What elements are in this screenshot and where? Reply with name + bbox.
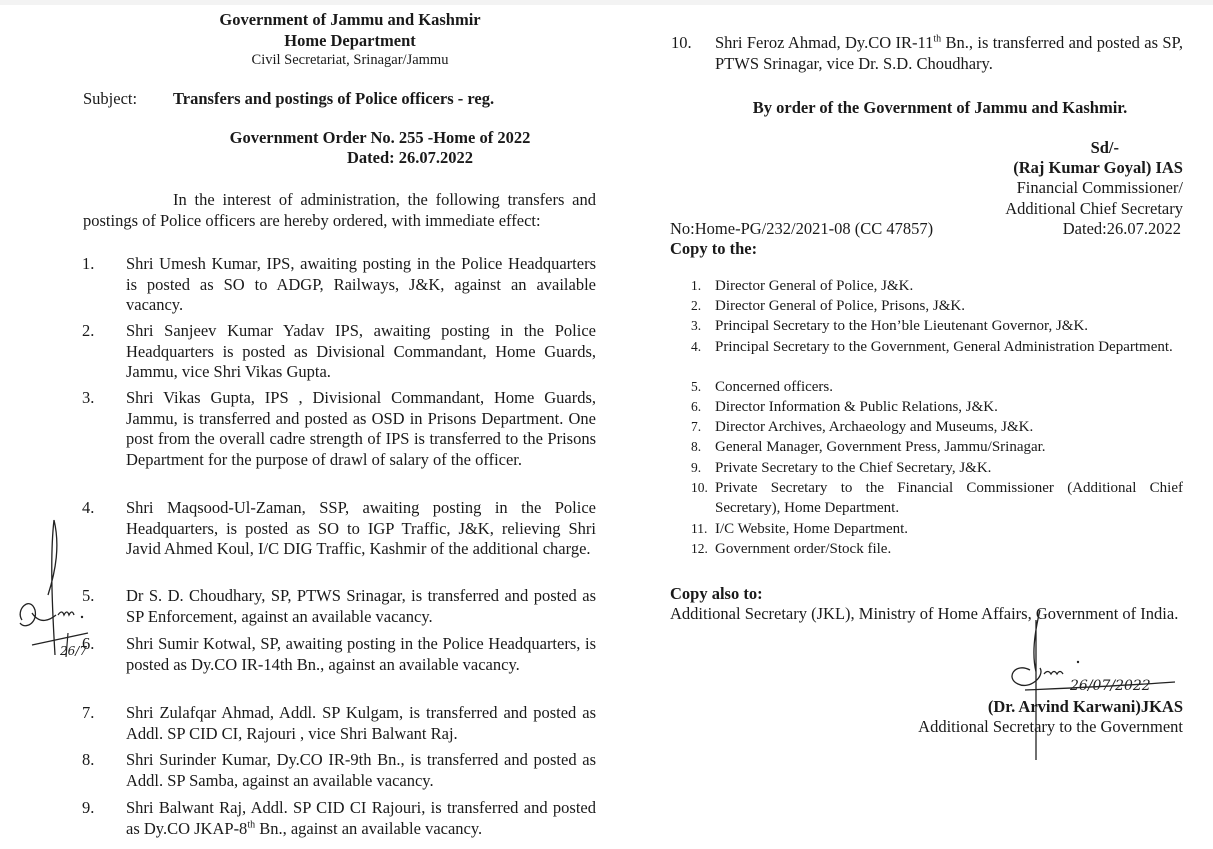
superscript: th — [247, 819, 256, 830]
order-item — [82, 321, 596, 383]
order-item — [82, 586, 596, 627]
scan-top-edge — [0, 0, 1213, 5]
header-department: Home Department — [284, 31, 416, 50]
copy-to-item-text: Private Secretary to the Financial Commissioner (Additional Chief Secretary), Home Department. — [715, 480, 1183, 517]
order-number: Government Order No. 255 -Home of 2022 — [229, 128, 531, 147]
copy-to-item-number: 2. — [691, 298, 702, 313]
order-item-number: 1. — [82, 254, 95, 273]
copy-to-item — [691, 539, 1183, 559]
copy-to-item-text: Director General of Police, J&K. — [715, 278, 914, 294]
order-item — [82, 634, 596, 675]
order-item — [82, 498, 596, 560]
copy-to-item-number: 7. — [691, 419, 702, 434]
order-item-text-part: Bn., is transferred and posted as SP, PTWS Srinagar, vice Dr. S.D. Choudhary. — [715, 33, 1184, 73]
order-item — [82, 254, 596, 316]
copy-to-item-number: 11. — [691, 521, 708, 536]
order-item-number: 6. — [82, 634, 95, 653]
margin-initials-date: 26/7 — [60, 644, 87, 658]
margin-initials-signature — [10, 515, 100, 660]
subject-text: Transfers and postings of Police officers - reg. — [173, 89, 495, 108]
reference-number: No:Home-PG/232/2021-08 (CC 47857) — [670, 219, 934, 238]
superscript: th — [933, 33, 942, 45]
copy-to-item-text: General Manager, Government Press, Jammu/Srinagar. — [715, 439, 1046, 455]
copy-to-item-number: 5. — [691, 379, 702, 394]
order-item-text: Shri Sanjeev Kumar Yadav IPS, awaiting posting in the Police Headquarters is posted as Divisional Commandant, Home Guards, Jammu, vice Shri Vikas Gupta. — [126, 321, 596, 381]
order-item-text: Shri Vikas Gupta, IPS , Divisional Commandant, Home Guards, Jammu, is transferred and posted as OSD in Prisons Department. One post from the overall cadre strength of IPS is transferred to the Prisons Department for the purpose of drawl of salary of the officer. — [126, 388, 596, 469]
order-item — [82, 388, 596, 470]
order-item — [82, 703, 596, 744]
signatory-name: (Raj Kumar Goyal) IAS — [1013, 158, 1183, 177]
second-signatory-name: (Dr. Arvind Karwani)JKAS — [987, 697, 1183, 716]
copy-to-item-text: Government order/Stock file. — [715, 541, 892, 557]
copy-to-item-number: 1. — [691, 278, 702, 293]
order-item — [671, 33, 1183, 74]
copy-to-item — [691, 316, 1183, 336]
copy-to-item-text: Director General of Police, Prisons, J&K. — [715, 298, 965, 314]
copy-to-item-number: 3. — [691, 318, 702, 333]
copy-to-item — [691, 417, 1183, 437]
order-item — [82, 798, 596, 839]
copy-to-item-number: 9. — [691, 460, 702, 475]
copy-to-item — [691, 519, 1183, 539]
order-item-number: 2. — [82, 321, 95, 340]
signatory-designation-2: Additional Chief Secretary — [1005, 199, 1183, 218]
signature-date: 26/07/2022 — [1070, 678, 1151, 694]
copy-to-item-number: 4. — [691, 339, 702, 354]
order-item — [82, 750, 596, 791]
order-item-number: 4. — [82, 498, 95, 517]
order-item-number: 9. — [82, 798, 95, 817]
signatory-sd: Sd/- — [1090, 138, 1119, 157]
copy-to-item-text: Principal Secretary to the Government, General Administration Department. — [715, 339, 1173, 355]
signatory-dated: Dated:26.07.2022 — [1062, 219, 1181, 238]
order-item-text — [126, 798, 596, 839]
order-item-number: 7. — [82, 703, 95, 722]
order-item-number: 3. — [82, 388, 95, 407]
copy-to-item-number: 8. — [691, 439, 702, 454]
order-item-text-part: Bn., against an available vacancy. — [255, 818, 483, 838]
copy-to-item-number: 12. — [691, 541, 708, 556]
order-item-text: Shri Sumir Kotwal, SP, awaiting posting in the Police Headquarters, is posted as Dy.CO IR-14th Bn., against an available vacancy. — [126, 634, 596, 674]
copy-to-item — [691, 296, 1183, 316]
copy-to-item — [691, 437, 1183, 457]
order-dated: Dated: 26.07.2022 — [346, 148, 474, 167]
copy-to-item — [691, 377, 1183, 397]
order-item-text: Shri Umesh Kumar, IPS, awaiting posting in the Police Headquarters is posted as SO to ADGP, Railways, J&K, against an available vacancy. — [126, 254, 596, 314]
copy-to-item-text: Private Secretary to the Chief Secretary, J&K. — [715, 460, 992, 476]
copy-to-item-text: I/C Website, Home Department. — [715, 521, 909, 537]
by-order-line: By order of the Government of Jammu and Kashmir. — [752, 98, 1128, 117]
order-item-number: 8. — [82, 750, 95, 769]
order-item-number: 5. — [82, 586, 95, 605]
order-item-text: Shri Surinder Kumar, Dy.CO IR-9th Bn., is transferred and posted as Addl. SP Samba, against an available vacancy. — [126, 750, 596, 790]
subject-label: Subject: — [83, 89, 138, 108]
header-government: Government of Jammu and Kashmir — [219, 10, 481, 29]
copy-to-item-text: Director Archives, Archaeology and Museums, J&K. — [715, 419, 1034, 435]
order-item-number: 10. — [671, 33, 692, 52]
copy-also-text: Additional Secretary (JKL), Ministry of Home Affairs, Government of India. — [670, 604, 1179, 623]
copy-to-item-text: Director Information & Public Relations, J&K. — [715, 399, 998, 415]
order-item-text: Dr S. D. Choudhary, SP, PTWS Srinagar, is transferred and posted as SP Enforcement, against an available vacancy. — [126, 586, 596, 626]
copy-to-item — [691, 337, 1183, 357]
order-item-text: Shri Maqsood-Ul-Zaman, SSP, awaiting posting in the Police Headquarters, is posted as SO to IGP Traffic, J&K, relieving Shri Javid Ahmed Koul, I/C DIG Traffic, Kashmir of the additional charge. — [126, 498, 596, 558]
copy-to-item — [691, 276, 1183, 296]
signatory-designation-1: Financial Commissioner/ — [1016, 178, 1183, 197]
copy-to-item — [691, 478, 1183, 518]
copy-to-item — [691, 458, 1183, 478]
second-signatory-designation: Additional Secretary to the Government — [918, 717, 1183, 736]
copy-to-item-number: 10. — [691, 480, 708, 495]
order-item-text: Shri Zulafqar Ahmad, Addl. SP Kulgam, is transferred and posted as Addl. SP CID CI, Rajouri , vice Shri Balwant Raj. — [126, 703, 596, 743]
order-item-text — [715, 33, 1183, 74]
intro-paragraph: In the interest of administration, the following transfers and postings of Police officers are hereby ordered, with immediate effect: — [83, 190, 596, 230]
handwritten-signature — [960, 610, 1180, 765]
order-item-text-part: Shri Balwant Raj, Addl. SP CID CI Rajouri, is transferred and posted as Dy.CO JKAP-8 — [126, 798, 596, 838]
copy-to-item-number: 6. — [691, 399, 702, 414]
copy-to-item-text: Principal Secretary to the Hon’ble Lieutenant Governor, J&K. — [715, 318, 1089, 334]
copy-to-heading: Copy to the: — [670, 239, 758, 258]
copy-to-item-text: Concerned officers. — [715, 379, 834, 395]
order-item-text-part: Shri Feroz Ahmad, Dy.CO IR-11 — [715, 33, 934, 52]
copy-to-item — [691, 397, 1183, 417]
header-office: Civil Secretariat, Srinagar/Jammu — [251, 52, 449, 68]
copy-also-heading: Copy also to: — [670, 584, 763, 603]
